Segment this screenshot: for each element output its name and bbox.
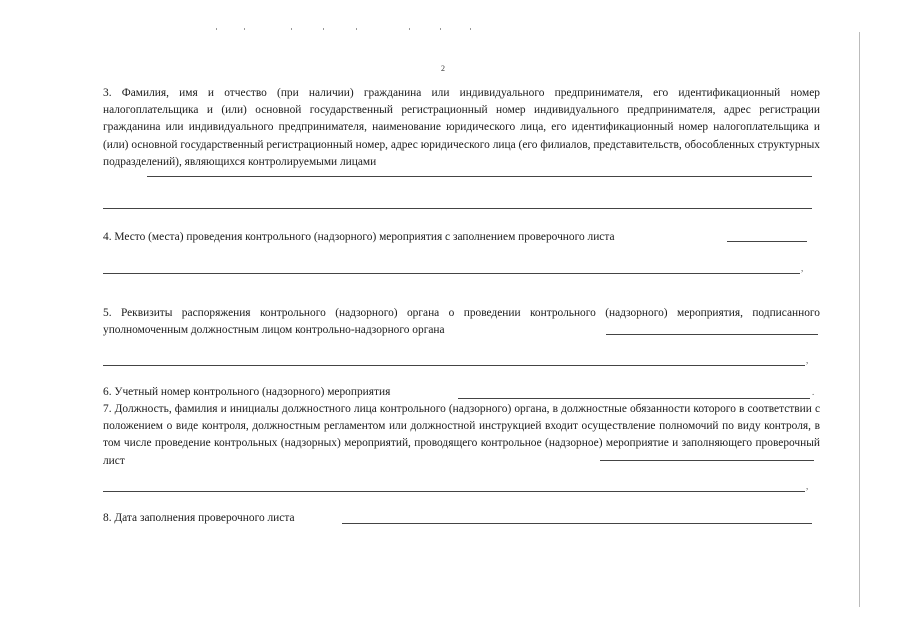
item-3-text: 3. Фамилия, имя и отчество (при наличии) гражданина или индивидуального предпринимателя, его идентификационный номер налогоплательщика и (или) основной государственный регистрационный номер индивидуального предпринимателя, адрес регистрации гражданина или индивидуального предпринимателя, наименование юридического лица, его идентификационный номер налогоплательщика и (или) основной государственный регистрационный номер, адрес юридического лица (его филиалов, представительств, обособленных структурных подразделений), являющихся контролируемыми лицами (103, 87, 820, 168)
item-7-fill-line[interactable] (600, 460, 814, 461)
page-number: 2 (441, 64, 445, 73)
item-5-comma: , (806, 355, 809, 365)
item-6-period: . (812, 387, 815, 397)
scan-artifact (356, 28, 357, 30)
scan-artifact (244, 28, 245, 30)
item-4-fill-line-2[interactable] (103, 273, 800, 274)
item-7-comma: , (806, 481, 809, 491)
item-8-text: 8. Дата заполнения проверочного листа (103, 512, 295, 524)
item-4-comma: , (801, 263, 804, 273)
item-6-text: 6. Учетный номер контрольного (надзорного) мероприятия (103, 386, 391, 398)
item-4-text: 4. Место (места) проведения контрольного (надзорного) мероприятия с заполнением проверочного листа (103, 231, 615, 243)
scan-artifact (291, 28, 292, 30)
scan-artifact (470, 28, 471, 30)
scan-artifact (216, 28, 217, 30)
scan-artifact (409, 28, 410, 30)
item-5-fill-line-2[interactable] (103, 365, 805, 366)
scan-edge (859, 32, 860, 607)
scan-artifact (440, 28, 441, 30)
item-4-fill-line[interactable] (727, 241, 807, 242)
item-8-fill-line[interactable] (342, 523, 812, 524)
item-3-fill-line-2[interactable] (103, 208, 812, 209)
item-5-fill-line[interactable] (606, 334, 818, 335)
item-7-text: 7. Должность, фамилия и инициалы должностного лица контрольного (надзорного) органа, в должностные обязанности которого в соответствии с положением о виде контроля, должностным регламентом или должностной инструкцией входит осуществление полномочий по виду контроля, в том числе проведение контрольных (надзорных) мероприятий, проводящего контрольное (надзорное) мероприятие и заполняющего проверочный лист (103, 403, 820, 467)
scan-artifact (323, 28, 324, 30)
item-5-text: 5. Реквизиты распоряжения контрольного (надзорного) органа о проведении контрольного (надзорного) мероприятия, подписанного уполномоченным должностным лицом контрольно-надзорного органа (103, 307, 820, 337)
item-3-fill-line[interactable] (147, 176, 812, 177)
item-7-fill-line-2[interactable] (103, 491, 805, 492)
item-6-fill-line[interactable] (458, 398, 810, 399)
